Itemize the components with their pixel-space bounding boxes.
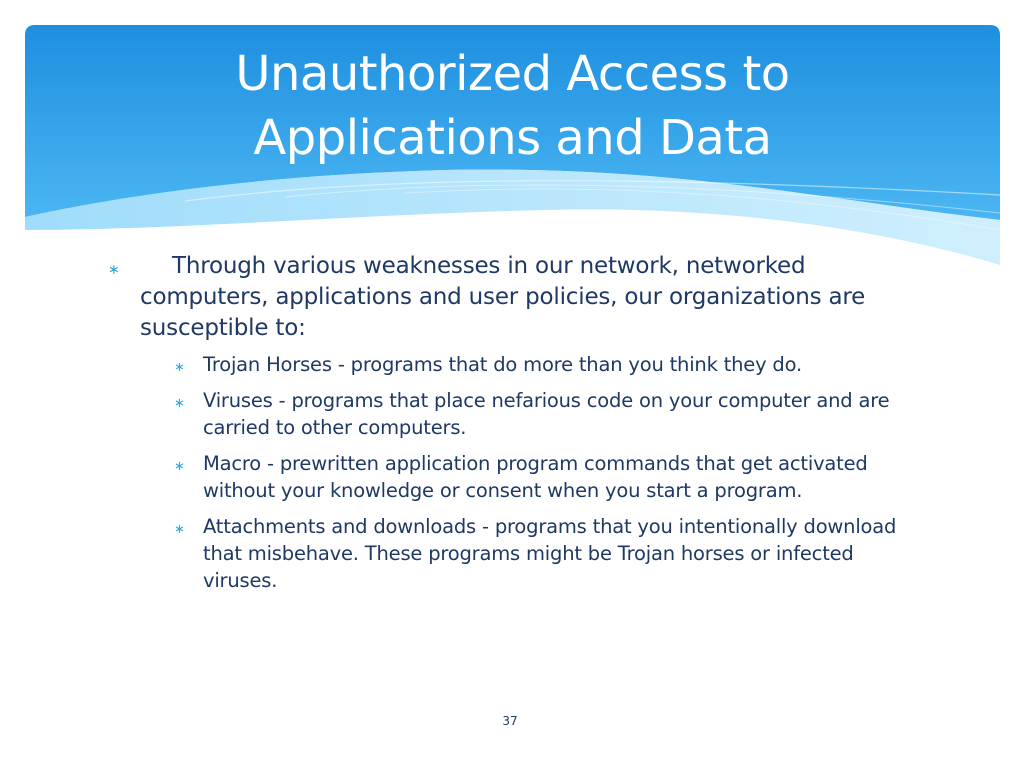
main-bullet-point bbox=[108, 251, 928, 344]
sub-bullet-point bbox=[174, 513, 928, 594]
sub-bullet-text-trojan-horses: Trojan Horses - programs that do more than you think they do. bbox=[203, 353, 802, 376]
main-bullet-text: Through various weaknesses in our network, networked computers, applications and user policies, our organizations are susceptible to: bbox=[140, 253, 866, 341]
slide-title bbox=[25, 42, 1000, 170]
sub-bullet-text-attachments: Attachments and downloads - programs that you intentionally download that misbehave. These programs might be Trojan horses or infected viruses. bbox=[203, 515, 897, 592]
slide-body bbox=[108, 251, 928, 603]
sub-bullet-point bbox=[174, 450, 928, 504]
sub-bullet-point bbox=[174, 387, 928, 441]
sub-bullet-text-viruses: Viruses - programs that place nefarious code on your computer and are carried to other computers. bbox=[203, 389, 890, 439]
page-number: 37 bbox=[502, 714, 518, 728]
bullet-icon: ∗ bbox=[108, 262, 120, 278]
bullet-icon: ∗ bbox=[174, 522, 185, 537]
sub-bullet-text-macro: Macro - prewritten application program commands that get activated without your knowledge or consent when you start a program. bbox=[203, 452, 868, 502]
slide-title-line-2: Applications and Data bbox=[253, 110, 772, 166]
sub-bullet-point bbox=[174, 351, 928, 378]
bullet-icon: ∗ bbox=[174, 396, 185, 411]
sub-bullet-list bbox=[108, 351, 928, 594]
bullet-icon: ∗ bbox=[174, 360, 185, 375]
slide-title-line-1: Unauthorized Access to bbox=[235, 46, 790, 102]
bullet-icon: ∗ bbox=[174, 459, 185, 474]
